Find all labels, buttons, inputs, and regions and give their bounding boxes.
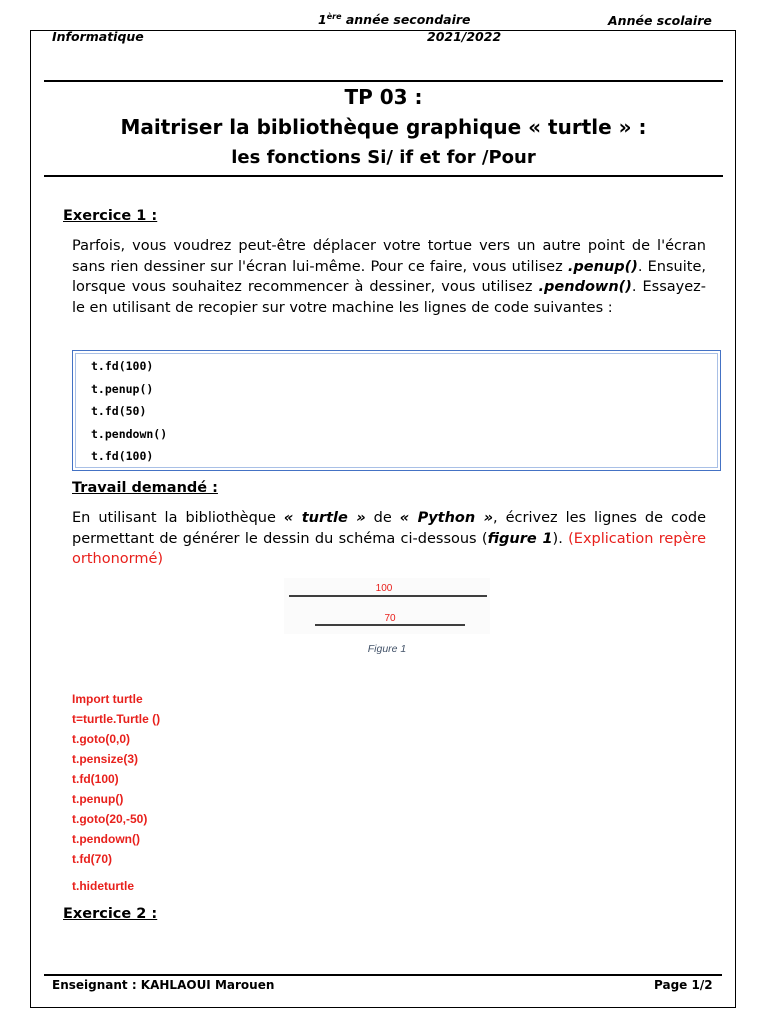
- exercise-1-intro: Parfois, vous voudrez peut-être déplacer votre tortue vers un autre point de l'écran sans rien dessiner sur l'écran lui-même. Pour ce faire, vous utilisez .penup(). Ensuite, lorsque vous souhaitez recommencer à dessiner, vous utilisez .pendown(). Essayez-le en utilisant de recopier sur votre machine les lignes de code suivantes :: [72, 238, 706, 316]
- page-title: Maitriser la bibliothèque graphique « turtle » :: [120, 115, 647, 139]
- solution-line: t.fd(70): [72, 852, 112, 866]
- school-year-label: Année scolaire: [608, 13, 712, 28]
- solution-line: t.goto(0,0): [72, 732, 130, 746]
- teacher-name: Enseignant : KAHLAOUI Marouen: [52, 978, 275, 992]
- solution-line: t.fd(100): [72, 772, 119, 786]
- code-line: t.fd(50): [91, 404, 147, 418]
- solution-line: t.goto(20,-50): [72, 812, 148, 826]
- task-instructions: En utilisant la bibliothèque « turtle » de « Python », écrivez les lignes de code permettant de générer le dessin du schéma ci-dessous (figure 1). (Explication repère orthonormé): [72, 510, 707, 567]
- page-number: Page 1/2: [654, 978, 713, 992]
- penup-keyword: .penup(): [567, 258, 638, 275]
- page-subtitle: les fonctions Si/ if et for /Pour: [231, 147, 536, 168]
- figure-1-caption: Figure 1: [367, 643, 407, 655]
- solution-line: t.penup(): [72, 792, 124, 806]
- code-line: t.fd(100): [91, 359, 154, 373]
- figure-1: [284, 578, 490, 634]
- school-year: 2021/2022: [427, 29, 502, 44]
- title-bottom-rule: [44, 175, 723, 177]
- task-heading: Travail demandé :: [72, 480, 218, 496]
- solution-line: t=turtle.Turtle (): [72, 712, 161, 726]
- line-100-label: 100: [375, 583, 393, 594]
- tp-number: TP 03 :: [344, 85, 423, 109]
- footer-rule: [44, 974, 722, 976]
- class-level: 1ère année secondaire: [318, 12, 471, 28]
- code-line: t.pendown(): [91, 427, 168, 441]
- pendown-keyword: .pendown(): [538, 279, 632, 295]
- figure-1-drawing: [284, 578, 490, 634]
- code-line: t.fd(100): [91, 449, 154, 463]
- exercise-1-heading: Exercice 1 :: [63, 208, 158, 224]
- solution-line: Import turtle: [72, 692, 143, 706]
- title-top-rule: [44, 80, 723, 82]
- subject-label: Informatique: [52, 29, 144, 44]
- solution-line: t.pensize(3): [72, 752, 139, 766]
- exercise-2-heading: Exercice 2 :: [63, 906, 158, 922]
- code-line: t.penup(): [91, 382, 154, 396]
- line-70-label: 70: [384, 613, 396, 624]
- code-block: [72, 350, 721, 471]
- explanation-note: (Explication repère orthonormé): [72, 530, 707, 567]
- solution-line: t.hideturtle: [72, 879, 134, 893]
- solution-line: t.pendown(): [72, 832, 140, 846]
